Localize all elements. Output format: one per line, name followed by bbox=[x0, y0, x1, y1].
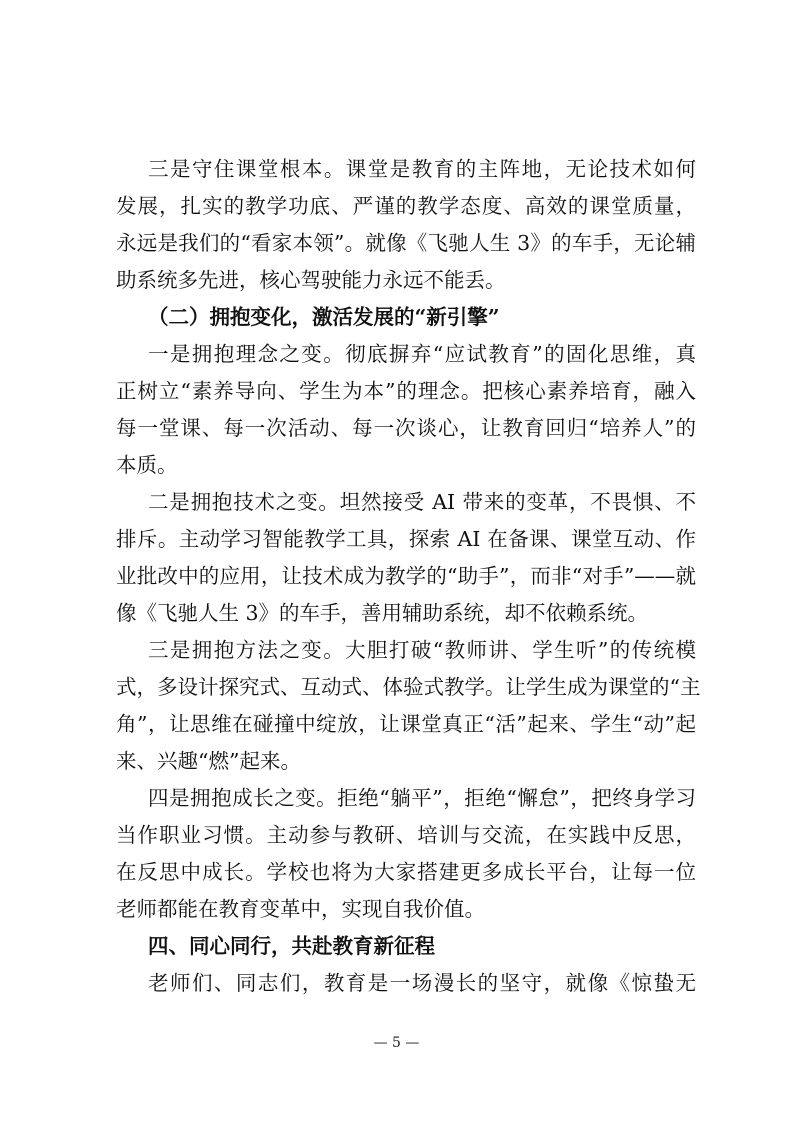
paragraph-line: 永远是我们的“看家本领”。就像《飞驰人生 3》的车手，无论辅 bbox=[116, 231, 696, 255]
paragraph-line: 当作职业习惯。主动参与教研、培训与交流，在实践中反思， bbox=[116, 823, 696, 847]
paragraph-line: 发展，扎实的教学功底、严谨的教学态度、高效的课堂质量， bbox=[116, 194, 696, 218]
section-heading: 四、同心同行，共赴教育新征程 bbox=[148, 934, 435, 958]
page-number: — 5 — bbox=[373, 1035, 420, 1051]
paragraph-line: 二是拥抱技术之变。坦然接受 AI 带来的变革，不畏惧、不 bbox=[148, 490, 696, 514]
paragraph-line: 本质。 bbox=[116, 453, 178, 477]
paragraph-line: 在反思中成长。学校也将为大家搭建更多成长平台，让每一位 bbox=[116, 860, 696, 884]
paragraph-line: 排斥。主动学习智能教学工具，探索 AI 在备课、课堂互动、作 bbox=[116, 527, 696, 551]
paragraph-line: 老师们、同志们，教育是一场漫长的坚守，就像《惊蛰无 bbox=[148, 971, 696, 995]
paragraph-line: 正树立“素养导向、学生为本”的理念。把核心素养培育，融入 bbox=[116, 379, 696, 403]
paragraph-line: 一是拥抱理念之变。彻底摒弃“应试教育”的固化思维，真 bbox=[148, 342, 696, 366]
paragraph-line: 像《飞驰人生 3》的车手，善用辅助系统，却不依赖系统。 bbox=[116, 601, 649, 625]
paragraph-line: 来、兴趣“燃”起来。 bbox=[116, 749, 301, 773]
paragraph-line: 四是拥抱成长之变。拒绝“躺平”，拒绝“懈怠”，把终身学习 bbox=[148, 786, 696, 810]
paragraph-line: 三是拥抱方法之变。大胆打破“教师讲、学生听”的传统模 bbox=[148, 638, 696, 662]
paragraph-line: 角”，让思维在碰撞中绽放，让课堂真正“活”起来、学生“动”起 bbox=[116, 712, 696, 736]
paragraph-line: 老师都能在教育变革中，实现自我价值。 bbox=[116, 897, 485, 921]
section-heading: （二）拥抱变化，激活发展的“新引擎” bbox=[148, 305, 500, 329]
paragraph-line: 式，多设计探究式、互动式、体验式教学。让学生成为课堂的“主 bbox=[116, 675, 701, 699]
paragraph-line: 业批改中的应用，让技术成为教学的“助手”，而非“对手”——就 bbox=[116, 564, 696, 588]
paragraph-line: 每一堂课、每一次活动、每一次谈心，让教育回归“培养人”的 bbox=[116, 416, 696, 440]
paragraph-line: 助系统多先进，核心驾驶能力永远不能丢。 bbox=[116, 268, 506, 292]
paragraph-line: 三是守住课堂根本。课堂是教育的主阵地，无论技术如何 bbox=[148, 157, 696, 181]
